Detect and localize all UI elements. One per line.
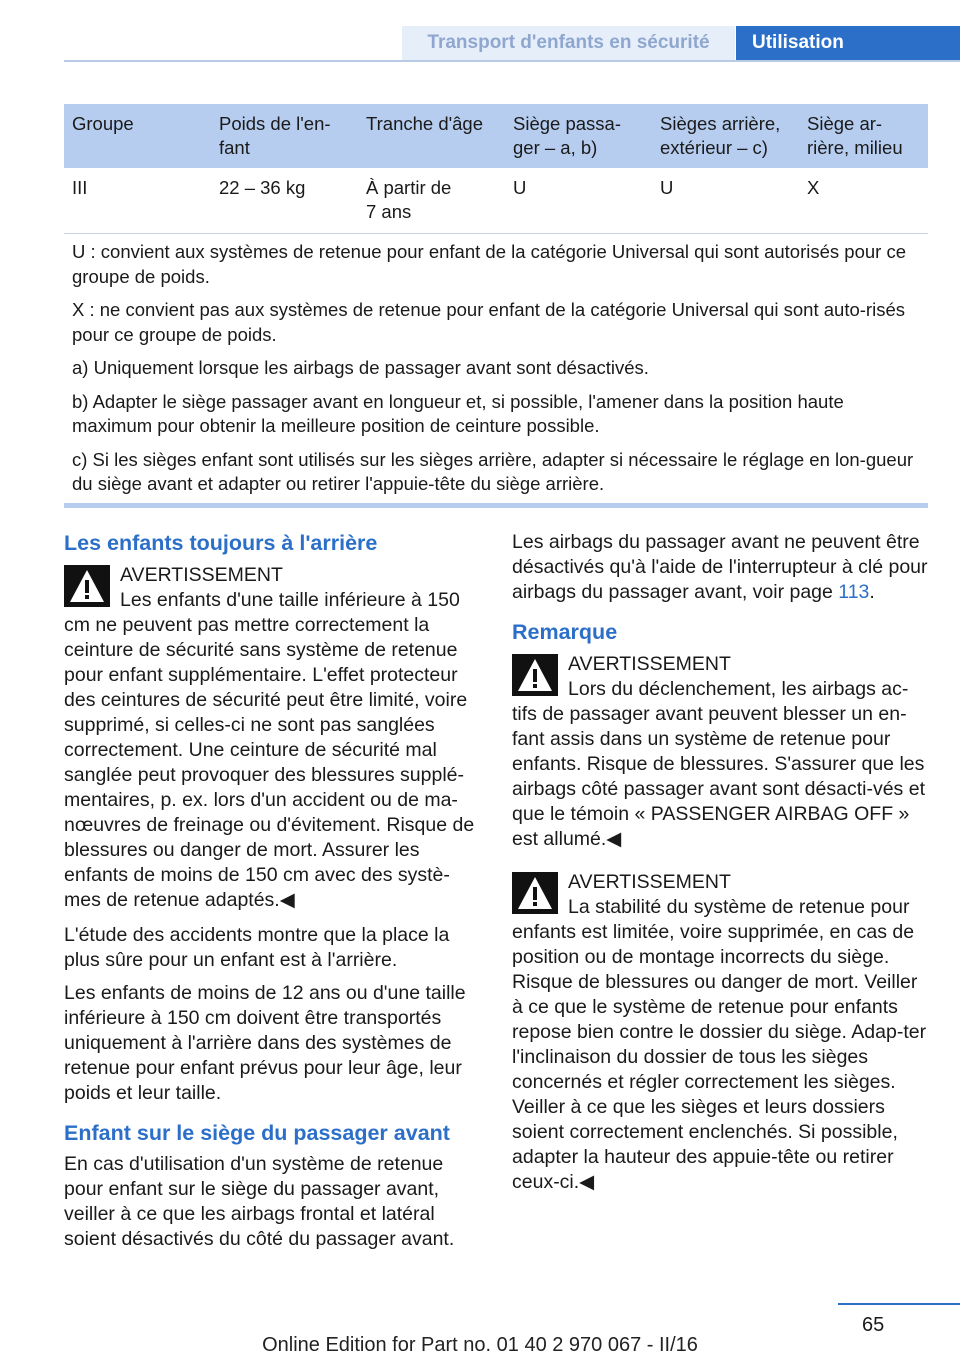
paragraph-text: Les airbags du passager avant ne peuvent être désactivés qu'à l'aide de l'interrupteur à clé pour airbags du passager avant, voir page (512, 531, 928, 603)
table-note: U : convient aux systèmes de retenue pour enfant de la catégorie Universal qui sont autorisés pour ce groupe de poids. (72, 241, 906, 287)
heading-remark: Remarque (512, 620, 618, 644)
warning-icon (512, 872, 558, 914)
table-note: b) Adapter le siège passager avant en longueur et, si possible, l'amener dans la position haute maximum pour obtenir la meilleure position de ceinture possible. (72, 390, 844, 436)
warning-title: AVERTISSEMENT (568, 871, 731, 893)
table-row (64, 168, 928, 232)
page-number-rule (838, 1303, 960, 1305)
chapter-tab[interactable]: Utilisation (736, 26, 960, 60)
warning-text: Lors du déclenchement, les airbags ac-tifs de passager avant peuvent blesser un en-fant assis dans un système de retenue pour enfants. Risque de blessures. S'assurer que les airbags côté passager avant sont désacti-vés et que le témoin « PASSENGER AIRBAG OFF » est allumé.◀ (512, 678, 925, 850)
header-cell: Sièges arrière, extérieur – c) (660, 113, 781, 158)
warning-title: AVERTISSEMENT (568, 653, 731, 675)
header-cell: Poids de l'en-fant (219, 113, 331, 158)
table-cell: 22 – 36 kg (219, 177, 306, 198)
table-bottom-rule (64, 503, 928, 508)
heading-front-seat: Enfant sur le siège du passager avant (64, 1121, 450, 1145)
warning-icon (512, 654, 558, 696)
paragraph: Les enfants de moins de 12 ans ou d'une taille inférieure à 150 cm doivent être transportés uniquement à l'arrière dans des systèmes de retenue pour enfant prévus pour leur âge, leur poids et leur taille. (64, 982, 466, 1104)
header-rule (64, 60, 960, 62)
table-note: a) Uniquement lorsque les airbags de passager avant sont désactivés. (72, 357, 649, 378)
table-cell: X (807, 177, 820, 198)
paragraph: En cas d'utilisation d'un système de retenue pour enfant sur le siège du passager avant, veiller à ce que les airbags frontal et latéral soient désactivés du côté du passager avant. (64, 1153, 455, 1250)
left-column (64, 530, 480, 1260)
table-notes (72, 240, 922, 506)
warning-text: La stabilité du système de retenue pour enfants est limitée, voire supprimée, en cas de position ou de montage incorrects du siège. Risque de blessures ou danger de mort. Veiller à ce que le système de retenue pour enfants repose bien contre le dossier du siège. Adap-ter l'inclinaison du dossier de tous les sièges concernés et régler correctement les sièges. Veiller à ce que les sièges et leurs dossiers soient correctement enclenchés. Si possible, adapter la hauteur des appuie-tête ou retirer ceux-ci.◀ (512, 896, 927, 1193)
paragraph-end: . (869, 581, 875, 603)
section-title: Transport d'enfants en sécurité (402, 26, 735, 60)
warning-block (512, 652, 928, 852)
table-header-row (64, 104, 928, 168)
heading-children-rear: Les enfants toujours à l'arrière (64, 531, 378, 555)
header-cell: Groupe (72, 113, 134, 134)
warning-block (64, 563, 480, 913)
paragraph (512, 530, 928, 605)
child-seat-table (64, 104, 928, 232)
footer-edition: Online Edition for Part no. 01 40 2 970 067 - II/16 (262, 1334, 698, 1356)
warning-title: AVERTISSEMENT (120, 564, 283, 586)
table-cell: III (72, 177, 88, 198)
table-cell: U (660, 177, 674, 198)
table-cell: U (513, 177, 527, 198)
table-note: c) Si les sièges enfant sont utilisés sur les sièges arrière, adapter si nécessaire le réglage en lon-gueur du siège avant et adapter ou retirer l'appuie-tête du siège arrière. (72, 448, 914, 494)
warning-icon (64, 565, 110, 607)
table-note: X : ne convient pas aux systèmes de retenue pour enfant de la catégorie Universal qui sont auto-risés pour ce groupe de poids. (72, 299, 905, 345)
paragraph: L'étude des accidents montre que la place la plus sûre pour un enfant est à l'arrière. (64, 924, 450, 971)
page-link[interactable]: 113 (838, 581, 870, 603)
table-divider (64, 233, 928, 234)
header-cell: Siège passa-ger – a, b) (513, 113, 621, 158)
page-number: 65 (862, 1314, 885, 1336)
warning-block (512, 870, 928, 1195)
warning-text: Les enfants d'une taille inférieure à 150 cm ne peuvent pas mettre correctement la ceinture de sécurité sans système de retenue pour enfant supplémentaire. L'effet protecteur des ceintures de sécurité peut être limité, voire supprimé, si celles-ci ne sont pas sanglées correctement. Une ceinture de sécurité mal sanglée peut provoquer des blessures supplé-mentaires, p. ex. lors d'un accident ou de ma-nœuvres de freinage ou d'évitement. Risque de blessures ou danger de mort. Assurer les enfants de moins de 150 cm avec des systè-mes de retenue adaptés.◀ (64, 589, 475, 911)
header-cell: Siège ar-rière, milieu (807, 113, 903, 158)
table-cell: À partir de 7 ans (366, 177, 452, 222)
header-cell: Tranche d'âge (366, 113, 484, 134)
right-column (512, 530, 928, 1205)
